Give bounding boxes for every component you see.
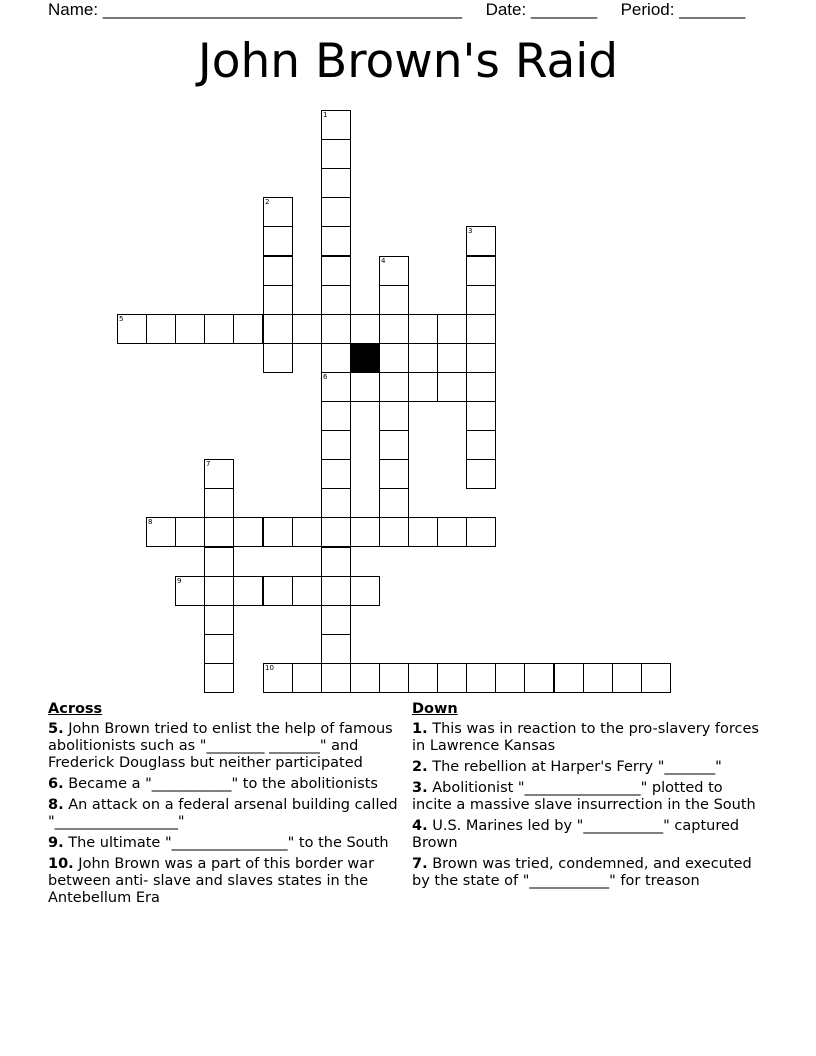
period-blank[interactable]: _______	[679, 0, 746, 19]
page-title: John Brown's Raid	[197, 34, 619, 89]
grid-cell[interactable]	[321, 343, 351, 373]
grid-cell[interactable]	[233, 576, 263, 606]
grid-cell[interactable]	[263, 517, 293, 547]
grid-cell[interactable]	[466, 256, 496, 286]
grid-cell[interactable]	[612, 663, 642, 693]
grid-cell[interactable]	[204, 547, 234, 577]
clue-number: 7	[206, 460, 211, 468]
name-label: Name:	[48, 0, 99, 19]
clue-down-7: 7. Brown was tried, condemned, and executed by the state of "___________" for treason	[412, 856, 752, 889]
grid-cell[interactable]	[321, 430, 351, 460]
grid-cell[interactable]	[233, 314, 263, 344]
grid-cell[interactable]	[321, 488, 351, 518]
grid-cell[interactable]	[321, 226, 351, 256]
grid-cell[interactable]	[350, 517, 380, 547]
grid-cell[interactable]	[350, 314, 380, 344]
grid-cell[interactable]	[350, 663, 380, 693]
clue-down-2: 2. The rebellion at Harper's Ferry "_______"	[412, 759, 722, 775]
clue-number: 4	[381, 257, 386, 265]
grid-cell[interactable]	[466, 459, 496, 489]
grid-cell[interactable]	[321, 372, 351, 402]
grid-cell[interactable]	[321, 605, 351, 635]
grid-cell[interactable]	[321, 459, 351, 489]
grid-cell[interactable]	[437, 372, 467, 402]
grid-cell[interactable]	[466, 372, 496, 402]
grid-cell[interactable]	[466, 517, 496, 547]
clue-across-5: 5. John Brown tried to enlist the help of famous abolitionists such as "________ _______" and Frederick Douglass but neither participated	[48, 721, 393, 771]
grid-cell[interactable]	[466, 663, 496, 693]
grid-cell[interactable]	[437, 517, 467, 547]
grid-cell[interactable]	[263, 663, 293, 693]
clue-number: 6	[323, 373, 328, 381]
across-clues	[48, 701, 400, 911]
grid-cell[interactable]	[321, 401, 351, 431]
clue-number: 3	[468, 227, 473, 235]
grid-cell[interactable]	[466, 343, 496, 373]
grid-cell[interactable]	[583, 663, 613, 693]
clue-number: 1	[323, 111, 328, 119]
grid-cell[interactable]	[379, 343, 409, 373]
grid-cell[interactable]	[641, 663, 671, 693]
grid-cell[interactable]	[350, 576, 380, 606]
grid-cell[interactable]	[466, 226, 496, 256]
grid-cell[interactable]	[437, 343, 467, 373]
grid-cell[interactable]	[204, 459, 234, 489]
grid-cell[interactable]	[408, 663, 438, 693]
grid-cell[interactable]	[321, 547, 351, 577]
name-blank[interactable]: ______________________________________	[102, 0, 463, 19]
grid-cell[interactable]	[379, 517, 409, 547]
clue-across-10: 10. John Brown was a part of this border war between anti- slave and slaves states in the Antebellum Era	[48, 856, 375, 906]
grid-cell[interactable]	[437, 663, 467, 693]
grid-cell[interactable]	[321, 285, 351, 315]
grid-cell[interactable]	[321, 634, 351, 664]
clue-across-6: 6. Became a "___________" to the abolitionists	[48, 776, 378, 792]
black-square	[350, 343, 380, 373]
grid-cell[interactable]	[379, 430, 409, 460]
down-heading: Down	[412, 701, 458, 717]
clue-number: 10	[265, 664, 274, 672]
grid-cell[interactable]	[263, 226, 293, 256]
grid-cell[interactable]	[321, 314, 351, 344]
grid-cell[interactable]	[204, 488, 234, 518]
grid-cell[interactable]	[175, 517, 205, 547]
grid-cell[interactable]	[466, 430, 496, 460]
clue-number: 9	[177, 577, 182, 585]
clue-across-8: 8. An attack on a federal arsenal building called "_________________"	[48, 797, 398, 830]
grid-cell[interactable]	[146, 314, 176, 344]
grid-cell[interactable]	[350, 372, 380, 402]
grid-cell[interactable]	[437, 314, 467, 344]
grid-cell[interactable]	[321, 517, 351, 547]
grid-cell[interactable]	[379, 256, 409, 286]
grid-cell[interactable]	[408, 517, 438, 547]
grid-cell[interactable]	[379, 401, 409, 431]
grid-cell[interactable]	[117, 314, 147, 344]
grid-cell[interactable]	[175, 314, 205, 344]
grid-cell[interactable]	[292, 663, 322, 693]
across-heading: Across	[48, 701, 103, 717]
grid-cell[interactable]	[321, 139, 351, 169]
clue-down-3: 3. Abolitionist "________________" plotted to incite a massive slave insurrection in the South	[412, 780, 756, 813]
period-label: Period:	[620, 0, 675, 19]
grid-cell[interactable]	[466, 314, 496, 344]
grid-cell[interactable]	[263, 197, 293, 227]
grid-cell[interactable]	[554, 663, 584, 693]
grid-cell[interactable]	[263, 576, 293, 606]
grid-cell[interactable]	[495, 663, 525, 693]
clue-number: 2	[265, 198, 270, 206]
grid-cell[interactable]	[263, 343, 293, 373]
grid-cell[interactable]	[204, 605, 234, 635]
grid-cell[interactable]	[408, 314, 438, 344]
grid-cell[interactable]	[146, 517, 176, 547]
date-label: Date:	[485, 0, 527, 19]
grid-cell[interactable]	[321, 110, 351, 140]
grid-cell[interactable]	[263, 314, 293, 344]
down-clues	[412, 701, 764, 894]
grid-cell[interactable]	[379, 285, 409, 315]
grid-cell[interactable]	[466, 285, 496, 315]
grid-cell[interactable]	[204, 517, 234, 547]
grid-cell[interactable]	[204, 634, 234, 664]
grid-cell[interactable]	[379, 488, 409, 518]
clue-number: 5	[119, 315, 124, 323]
grid-cell[interactable]	[321, 197, 351, 227]
grid-cell[interactable]	[233, 517, 263, 547]
grid-cell[interactable]	[204, 663, 234, 693]
grid-cell[interactable]	[379, 459, 409, 489]
grid-cell[interactable]	[321, 256, 351, 286]
grid-cell[interactable]	[263, 285, 293, 315]
grid-cell[interactable]	[379, 663, 409, 693]
clue-number: 8	[148, 518, 153, 526]
grid-cell[interactable]	[292, 517, 322, 547]
grid-cell[interactable]	[204, 314, 234, 344]
clue-across-9: 9. The ultimate "________________" to the South	[48, 835, 389, 851]
grid-cell[interactable]	[292, 314, 322, 344]
grid-cell[interactable]	[204, 576, 234, 606]
grid-cell[interactable]	[321, 663, 351, 693]
grid-cell[interactable]	[292, 576, 322, 606]
grid-cell[interactable]	[321, 168, 351, 198]
grid-cell[interactable]	[466, 401, 496, 431]
grid-cell[interactable]	[321, 576, 351, 606]
grid-cell[interactable]	[524, 663, 554, 693]
grid-cell[interactable]	[175, 576, 205, 606]
grid-cell[interactable]	[263, 256, 293, 286]
grid-cell[interactable]	[408, 343, 438, 373]
grid-cell[interactable]	[379, 314, 409, 344]
grid-cell[interactable]	[408, 372, 438, 402]
clue-down-4: 4. U.S. Marines led by "___________" captured Brown	[412, 818, 740, 851]
date-blank[interactable]: _______	[530, 0, 598, 19]
grid-cell[interactable]	[379, 372, 409, 402]
clue-down-1: 1. This was in reaction to the pro-slavery forces in Lawrence Kansas	[412, 721, 759, 754]
